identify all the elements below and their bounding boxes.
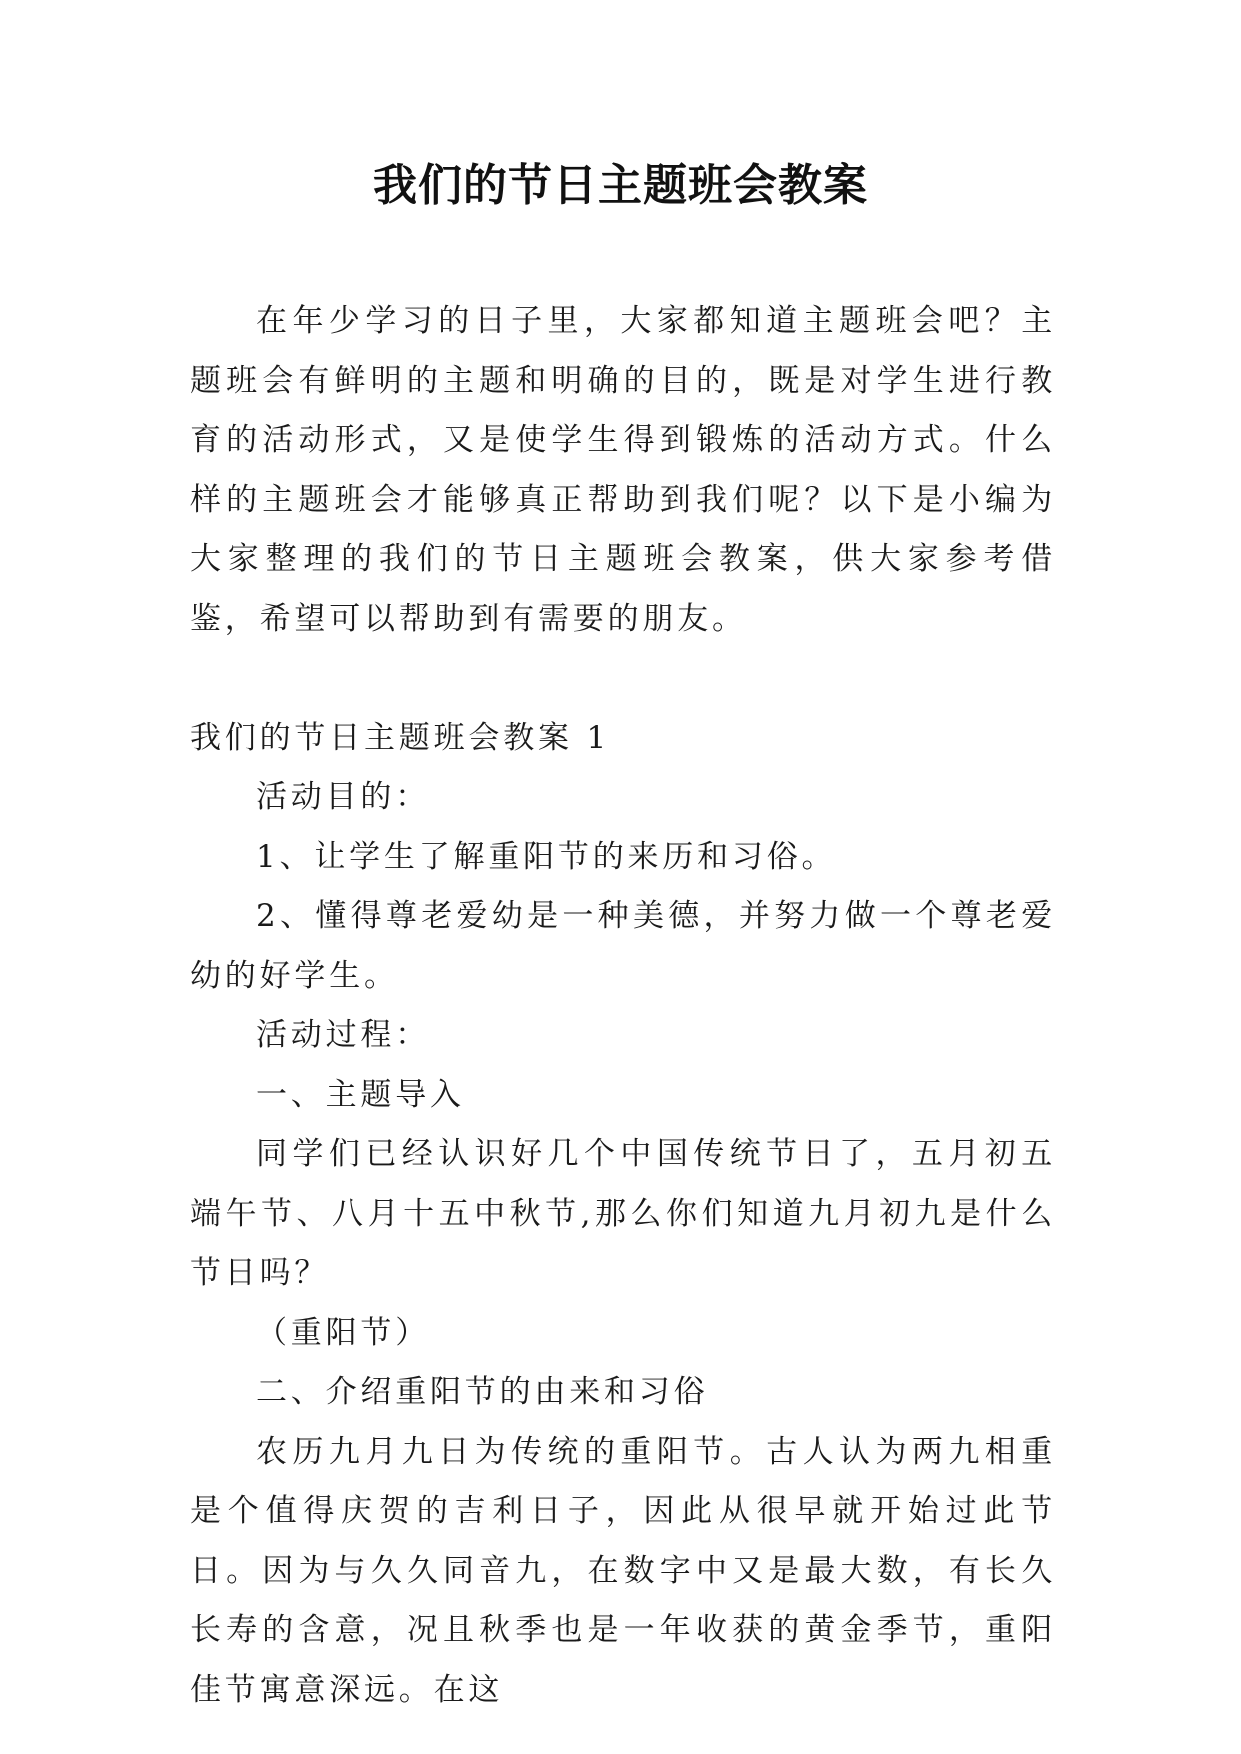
step-two-paragraph: 农历九月九日为传统的重阳节。古人认为两九相重是个值得庆贺的吉利日子，因此从很早就开始过此节日。因为与久久同音九，在数字中又是最大数，有长久长寿的含意，况且秋季也是一年收获的黄金季节，重阳佳节寓意深远。在这 (190, 1433, 1056, 1708)
activity-goal-heading: 活动目的： (256, 779, 430, 815)
step-one-answer: （重阳节） (256, 1314, 430, 1351)
paragraph-gap (190, 649, 1056, 709)
goal-item-2: 2、懂得尊老爱幼是一种美德，并努力做一个尊老爱幼的好学生。 (190, 898, 1056, 994)
step-two-heading: 二、介绍重阳节的由来和习俗 (256, 1374, 709, 1410)
goal-item-1: 1、让学生了解重阳节的来历和习俗。 (256, 838, 837, 875)
document-title: 我们的节日主题班会教案 (373, 160, 868, 211)
intro-paragraph: 在年少学习的日子里，大家都知道主题班会吧？主题班会有鲜明的主题和明确的目的，既是对学生进行教育的活动形式，又是使学生得到锻炼的活动方式。什么样的主题班会才能够真正帮助到我们呢？以下是小编为大家整理的我们的节日主题班会教案，供大家参考借鉴，希望可以帮助到有需要的朋友。 (190, 303, 1056, 637)
step-one-paragraph: 同学们已经认识好几个中国传统节日了，五月初五端午节、八月十五中秋节,那么你们知道九月初九是什么节日吗？ (190, 1136, 1056, 1291)
activity-process-heading: 活动过程： (256, 1017, 430, 1053)
section-title: 我们的节日主题班会教案 1 (190, 719, 610, 756)
document-body (190, 292, 1056, 1720)
step-one-heading: 一、主题导入 (256, 1076, 465, 1113)
